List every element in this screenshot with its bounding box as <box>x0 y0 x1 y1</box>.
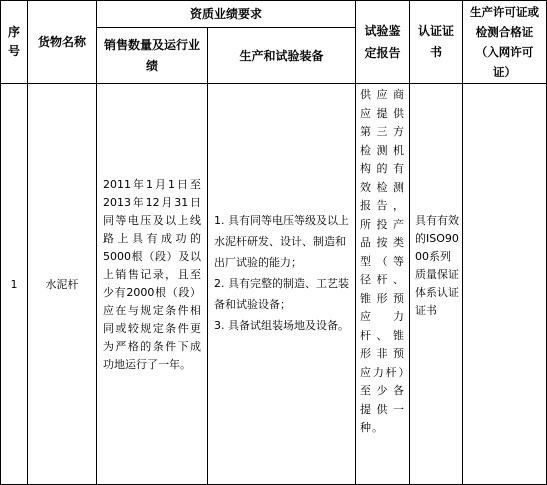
header-test-report: 试验鉴定报告 <box>364 23 401 60</box>
row-seq: 1 <box>10 277 18 291</box>
row-certificate: 具有有效的ISO9000系列质量保证体系认证证书 <box>415 214 459 317</box>
equipment-item-1: 1. 具有同等电压等级及以上水泥杆研发、设计、制造和出厂试验的能力； <box>214 214 349 269</box>
header-certificate: 认证证书 <box>417 23 454 59</box>
row-test-report: 供应商应提供第三方检测机构的有效检测报告，所投产品按类型（等径杆、锥形预应力杆、锥形非预应力杆）至少各提供一种。 <box>360 88 405 434</box>
equipment-item-2: 2. 具有完整的制造、工艺装备和试验设备； <box>214 277 349 311</box>
row-sales-performance: 2011年1月1日至2013年12月31日同等电压及以上线路上具有成功的5000根（段）及以上销售记录，且至少有2000根（段）应在与规定条件相同或较规定条件更为严格的条件下成功地运行了一年。 <box>103 178 201 371</box>
header-sales-performance: 销售数量及运行业绩 <box>103 37 200 73</box>
col-divider-3 <box>207 27 208 485</box>
header-goods-name: 货物名称 <box>37 35 86 49</box>
header-seq: 序号 <box>7 24 20 58</box>
header-qualification-group: 资质业绩要求 <box>189 7 262 21</box>
row-license <box>463 84 546 484</box>
row-equipment <box>214 210 350 336</box>
header-equipment: 生产和试验装备 <box>239 49 324 63</box>
row-goods-name: 水泥杆 <box>45 277 79 291</box>
equipment-item-3: 3. 具备试组装场地及设备。 <box>214 319 349 332</box>
header-license: 生产许可证或检测合格证（入网许可证） <box>470 4 539 79</box>
